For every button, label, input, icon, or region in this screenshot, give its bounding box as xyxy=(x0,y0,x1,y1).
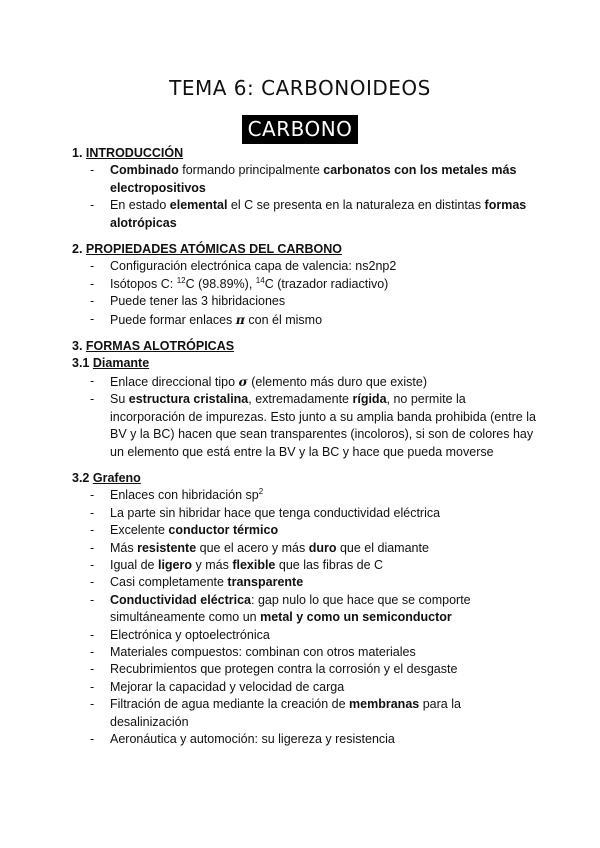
text-bold: rígida xyxy=(352,392,387,407)
list-item: - Electrónica y optoelectrónica xyxy=(72,627,542,644)
text: C (trazador radiactivo) xyxy=(264,276,389,291)
list-item xyxy=(72,373,542,391)
text: Filtración de agua mediante la creación de xyxy=(110,697,350,712)
list-item xyxy=(72,391,542,461)
text: Casi completamente xyxy=(110,575,228,590)
list-item xyxy=(72,592,542,627)
section-1-heading xyxy=(72,145,542,162)
text-bold: elemental xyxy=(169,198,228,213)
text-bold: estructura cristalina xyxy=(128,392,249,407)
text: el C se presenta en la naturaleza en distintas xyxy=(227,198,485,213)
text: con él mismo xyxy=(244,312,323,327)
section-1-title: INTRODUCCIÓN xyxy=(85,146,184,160)
text-bold: carbonatos con los metales más electropositivos xyxy=(110,163,517,195)
subtitle-container xyxy=(0,115,600,144)
text: formando principalmente xyxy=(178,163,324,178)
text: En estado xyxy=(110,198,170,213)
section-2-list xyxy=(72,258,542,329)
text: y más xyxy=(192,557,233,572)
text: Enlace direccional tipo xyxy=(110,374,239,389)
list-item: - Aeronáutica y automoción: su ligereza y resistencia xyxy=(72,731,542,748)
text: Más xyxy=(110,540,138,555)
section-2-title: PROPIEDADES ATÓMICAS DEL CARBONO xyxy=(85,242,342,257)
text: Isótopos C: xyxy=(110,276,177,291)
sigma-symbol: σ xyxy=(238,373,248,389)
list-item xyxy=(72,197,542,232)
text: para la desalinización xyxy=(110,697,461,729)
text: que el acero y más xyxy=(196,540,309,555)
list-item: - Puede tener las 3 hibridaciones xyxy=(72,293,542,310)
subsection-title: Grafeno xyxy=(92,470,141,485)
text: (elemento más duro que existe) xyxy=(247,374,428,389)
section-3-number: 3. xyxy=(72,339,83,354)
text: que el diamante xyxy=(336,540,429,555)
list-item: - Recubrimientos que protegen contra la corrosión y el desgaste xyxy=(72,661,542,678)
text: , no permite la incorporación de impurezas. Esto junto a su amplia banda prohibida (entre la BV y la BC) hacen que sean transparentes (incoloros), si son de colores hay un elemento que está entre la BV y la BC y hace que pueda moverse xyxy=(110,392,536,459)
text: que las fibras de C xyxy=(275,557,384,572)
list-item xyxy=(72,574,542,591)
text: Su xyxy=(110,392,129,407)
text-bold: Conductividad eléctrica xyxy=(110,592,252,607)
text-bold: metal y como un semiconductor xyxy=(260,610,452,625)
text: C (98.89%), xyxy=(185,276,256,291)
text-bold: conductor térmico xyxy=(168,523,279,538)
superscript: 14 xyxy=(255,275,265,285)
page-title: TEMA 6: CARBONOIDEOS xyxy=(169,76,431,100)
section-3-title: FORMAS ALOTRÓPICAS xyxy=(85,339,235,354)
text-bold: flexible xyxy=(232,557,276,572)
subsection-3-2-heading xyxy=(72,470,542,487)
text-bold: membranas xyxy=(349,697,420,712)
list-item xyxy=(72,696,542,731)
text-bold: resistente xyxy=(137,540,197,555)
text: Puede formar enlaces xyxy=(110,312,236,327)
list-item: - Configuración electrónica capa de valencia: ns2np2 xyxy=(72,258,542,275)
superscript: 12 xyxy=(176,275,186,285)
list-item xyxy=(72,487,542,504)
list-item: - Materiales compuestos: combinan con otros materiales xyxy=(72,644,542,661)
subsection-title: Diamante xyxy=(92,356,150,371)
pi-symbol: π xyxy=(235,311,245,327)
text: Enlaces con hibridación sp xyxy=(110,488,259,503)
diamante-list xyxy=(72,373,542,461)
list-item: - La parte sin hibridar hace que tenga conductividad eléctrica xyxy=(72,505,542,522)
text-bold: transparente xyxy=(227,575,304,590)
text: , extremadamente xyxy=(248,392,353,407)
text: Igual de xyxy=(110,557,158,572)
section-1-list xyxy=(72,162,542,232)
text: Excelente xyxy=(110,523,169,538)
text-bold: Combinado xyxy=(110,163,179,178)
text-bold: formas alotrópicas xyxy=(110,198,527,230)
grafeno-list xyxy=(72,487,542,748)
list-item: - Mejorar la capacidad y velocidad de carga xyxy=(72,679,542,696)
section-2-heading xyxy=(72,241,542,258)
text: : gap nulo lo que hace que se comporte simultáneamente como un xyxy=(110,592,471,625)
list-item xyxy=(72,311,542,329)
document-body xyxy=(72,145,542,748)
page-subtitle: CARBONO xyxy=(242,115,359,144)
subsection-3-1-heading xyxy=(72,355,542,372)
section-1-number: 1. xyxy=(72,146,83,160)
text-bold: duro xyxy=(308,540,337,555)
superscript: 2 xyxy=(258,487,264,497)
list-item xyxy=(72,162,542,197)
list-item xyxy=(72,557,542,574)
section-2-number: 2. xyxy=(72,242,83,257)
section-3-heading xyxy=(72,338,542,355)
subsection-number: 3.2 xyxy=(72,470,90,485)
text-bold: ligero xyxy=(157,557,193,572)
list-item xyxy=(72,276,542,293)
list-item xyxy=(72,540,542,557)
subsection-number: 3.1 xyxy=(72,356,90,371)
list-item xyxy=(72,522,542,539)
